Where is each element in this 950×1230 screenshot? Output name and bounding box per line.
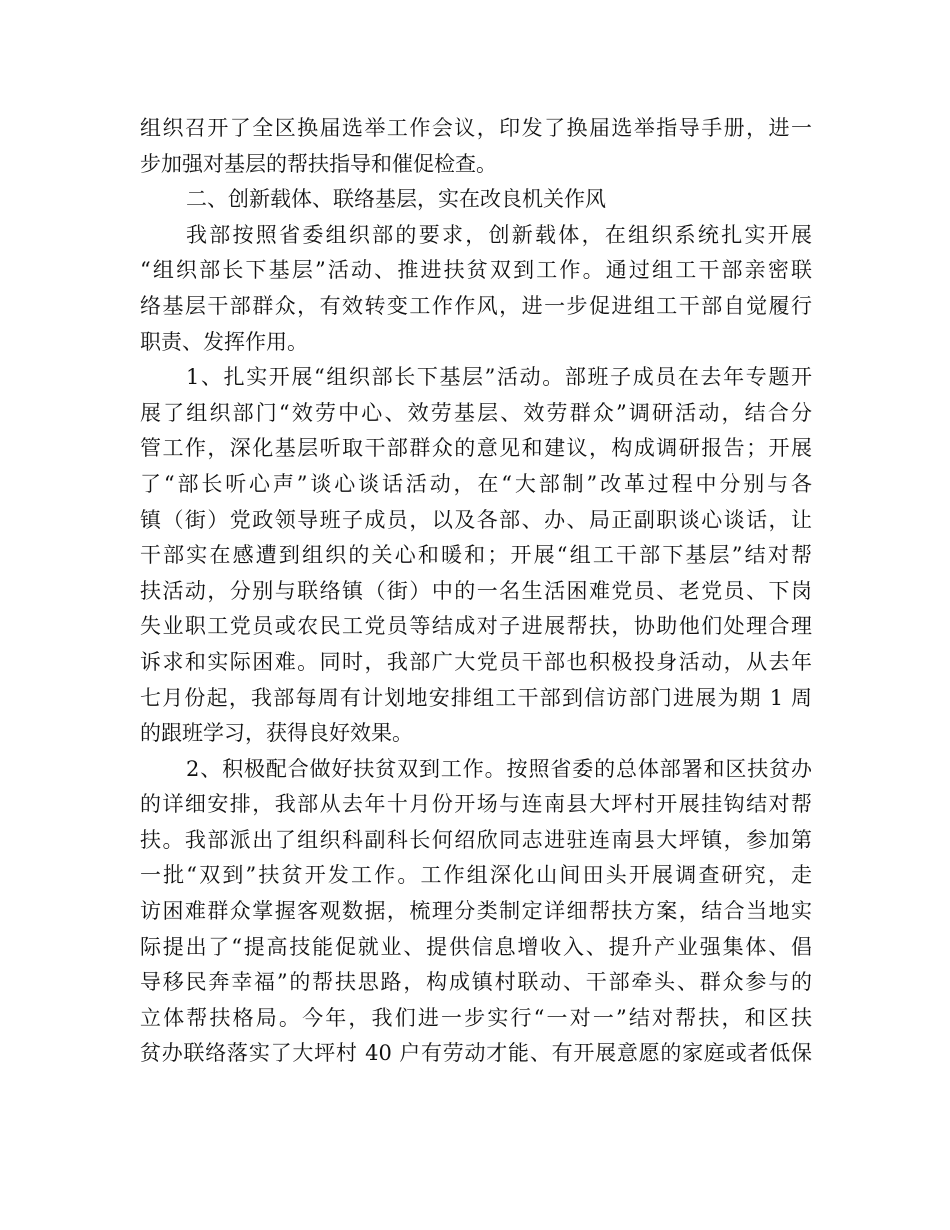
paragraph-line: 络基层干部群众，有效转变工作作风，进一步促进组工干部自觉履行 [140,293,812,318]
paragraph-first-line: 我部按照省委组织部的要求，创新载体，在组织系统扎实开展 [186,222,812,247]
paragraph-line: “组织部长下基层”活动、推进扶贫双到工作。通过组工干部亲密联 [140,258,812,283]
paragraph-line: 展了组织部门“效劳中心、效劳基层、效劳群众”调研活动，结合分 [140,400,812,425]
paragraph-line: 一批“双到”扶贫开发工作。工作组深化山间田头开展调查研究，走 [140,863,812,888]
paragraph-first-line: 1、扎实开展“组织部长下基层”活动。部班子成员在去年专题开 [186,365,812,390]
paragraph-line: 访困难群众掌握客观数据，梳理分类制定详细帮扶方案，结合当地实 [140,899,812,924]
paragraph-line: 失业职工党员或农民工党员等结成对子进展帮扶，协助他们处理合理 [140,614,812,639]
paragraph-line: 了“部长听心声”谈心谈话活动，在“大部制”改革过程中分别与各 [140,471,812,496]
paragraph-line: 的跟班学习，获得良好效果。 [140,721,413,746]
document-body [140,111,812,1072]
paragraph-line: 贫办联络落实了大坪村 40 户有劳动才能、有开展意愿的家庭或者低保 [140,1041,812,1066]
paragraph-line: 组织召开了全区换届选举工作会议，印发了换届选举指导手册，进一 [140,116,812,140]
paragraph-line: 管工作，深化基层听取干部群众的意见和建议，构成调研报告；开展 [140,436,812,461]
paragraph-line: 际提出了“提高技能促就业、提供信息增收入、提升产业强集体、倡 [140,934,812,959]
paragraph-line: 诉求和实际困难。同时，我部广大党员干部也积极投身活动，从去年 [140,649,812,674]
paragraph-first-line: 2、积极配合做好扶贫双到工作。按照省委的总体部署和区扶贫办 [186,756,812,781]
paragraph-line: 导移民奔幸福”的帮扶思路，构成镇村联动、干部牵头、群众参与的 [140,970,812,995]
paragraph-line: 的详细安排，我部从去年十月份开场与连南县大坪村开展挂钩结对帮 [140,792,812,817]
paragraph-line: 镇（街）党政领导班子成员，以及各部、办、局正副职谈心谈话，让 [140,507,812,532]
paragraph-first-line: 二、创新载体、联络基层，实在改良机关作风 [186,187,606,212]
paragraph-line: 步加强对基层的帮扶指导和催促检查。 [140,151,497,176]
paragraph-line: 扶活动，分别与联络镇（街）中的一名生活困难党员、老党员、下岗 [140,578,812,603]
paragraph-line: 职责、发挥作用。 [140,329,308,354]
paragraph-line: 七月份起，我部每周有计划地安排组工干部到信访部门进展为期 1 周 [140,685,812,710]
paragraph-line: 扶。我部派出了组织科副科长何绍欣同志进驻连南县大坪镇，参加第 [140,827,812,852]
paragraph-line: 立体帮扶格局。今年，我们进一步实行“一对一”结对帮扶，和区扶 [140,1005,812,1030]
paragraph-line: 干部实在感遭到组织的关心和暖和；开展“组工干部下基层”结对帮 [140,543,812,568]
